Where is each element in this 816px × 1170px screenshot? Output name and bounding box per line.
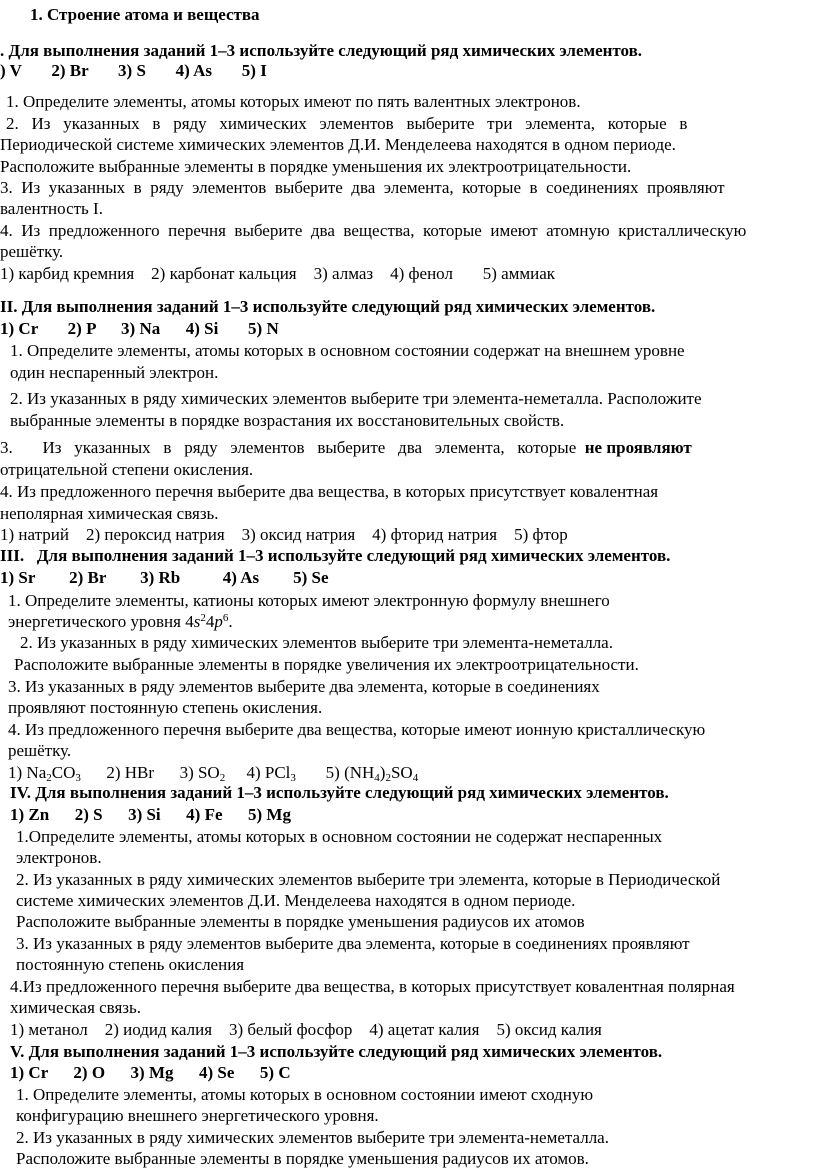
s1-question-2-line-1: 2. Из указанных в ряду химических элементов выберите три элемента, которые в	[6, 114, 688, 133]
s5-question-1-line-2: конфигурацию внешнего энергетического уровня.	[16, 1106, 379, 1125]
s1-question-1: 1. Определите элементы, атомы которых имеют по пять валентных электронов.	[6, 92, 581, 111]
s4-question-1-line-2: электронов.	[16, 848, 102, 867]
s3-opt1-sub-a: 2	[46, 772, 52, 784]
s4-answer-options: 1) метанол 2) иодид калия 3) белый фосфор 4) ацетат калия 5) оксид калия	[10, 1020, 602, 1039]
s1-question-3-line-2: валентность I.	[0, 199, 103, 218]
s4-question-2-line-2: системе химических элементов Д.И. Менделеева находятся в одном периоде.	[16, 891, 576, 910]
s3-q1-sup-1: 2	[200, 612, 206, 624]
s3-opt1-sub-b: 3	[75, 772, 81, 784]
section-5-heading: V. Для выполнения заданий 1–3 используйте следующий ряд химических элементов.	[10, 1042, 663, 1061]
s2-question-4-line-2: неполярная химическая связь.	[0, 504, 219, 523]
s5-question-2-line-1: 2. Из указанных в ряду химических элементов выберите три элемента-неметалла.	[16, 1128, 609, 1147]
s4-question-2-line-1: 2. Из указанных в ряду химических элементов выберите три элемента, которые в Периодической	[16, 870, 721, 889]
s3-question-2-line-2: Расположите выбранные элементы в порядке увеличения их электроотрицательности.	[14, 655, 639, 674]
s3-option-3	[180, 763, 226, 782]
section-2-elements: 1) Cr 2) P 3) Na 4) Si 5) N	[0, 319, 279, 338]
s3-q1-end: .	[228, 612, 233, 631]
s2-question-3-text: 3. Из указанных в ряду элементов выберите два элемента, которые	[0, 438, 577, 457]
s3-opt5-c: SO	[390, 763, 413, 782]
s1-question-4-line-2: решётку.	[0, 242, 64, 261]
s3-opt5-sub-c: 4	[412, 772, 419, 784]
s3-q1-mid: 4	[205, 612, 215, 631]
s4-question-2-line-3: Расположите выбранные элементы в порядке уменьшения радиусов их атомов	[16, 912, 585, 931]
s3-question-1-line-2	[8, 611, 233, 633]
s3-question-3-line-1: 3. Из указанных в ряду элементов выберите два элемента, которые в соединениях	[8, 677, 600, 696]
s3-opt5-a: 5) (NH	[325, 763, 375, 782]
s3-option-2: 2) HBr	[106, 763, 155, 782]
section-1-heading: . Для выполнения заданий 1–3 используйте следующий ряд химических элементов.	[0, 41, 643, 60]
s2-question-2-line-1: 2. Из указанных в ряду химических элементов выберите три элемента-неметалла. Расположите	[10, 389, 702, 408]
s3-answer-options	[8, 762, 418, 784]
s3-question-4-line-1: 4. Из предложенного перечня выберите два вещества, которые имеют ионную кристаллическую	[8, 720, 706, 739]
s3-question-1-line-1: 1. Определите элементы, катионы которых имеют электронную формулу внешнего	[8, 591, 610, 610]
s4-question-3-line-1: 3. Из указанных в ряду элементов выберите два элемента, которые в соединениях проявляют	[16, 934, 690, 953]
s5-question-1-line-1: 1. Определите элементы, атомы которых в основном состоянии имеют сходную	[16, 1085, 594, 1104]
s2-question-3-line-2: отрицательной степени окисления.	[0, 460, 254, 479]
section-4-elements: 1) Zn 2) S 3) Si 4) Fe 5) Mg	[10, 805, 291, 824]
s3-q1-sup-2: 6	[222, 612, 229, 624]
s3-option-5	[326, 763, 419, 782]
s3-opt5-sub-a: 4	[374, 772, 380, 784]
s2-question-3-emphasis: не проявляют	[584, 438, 692, 457]
s3-option-1	[8, 763, 81, 782]
s3-opt4-a: 4) PCl	[246, 763, 291, 782]
section-2-heading: II. Для выполнения заданий 1–3 используйте следующий ряд химических элементов.	[0, 297, 656, 316]
section-3-heading: III. Для выполнения заданий 1–3 используйте следующий ряд химических элементов.	[0, 546, 671, 565]
section-4-heading: IV. Для выполнения заданий 1–3 используйте следующий ряд химических элементов.	[10, 783, 669, 802]
s2-question-2-line-2: выбранные элементы в порядке возрастания их восстановительных свойств.	[10, 411, 565, 430]
s1-question-3-line-1: 3. Из указанных в ряду элементов выберите два элемента, которые в соединениях проявляют	[0, 178, 725, 197]
s3-question-3-line-2: проявляют постоянную степень окисления.	[8, 698, 323, 717]
s2-question-3-line-1	[0, 437, 692, 459]
s3-opt3-sub: 2	[219, 772, 226, 784]
s4-question-4-line-1: 4.Из предложенного перечня выберите два вещества, в которых присутствует ковалентная полярная	[10, 977, 735, 996]
s3-opt5-sub-b: 2	[385, 772, 391, 784]
s1-question-2-line-2: Периодической системе химических элементов Д.И. Менделеева находятся в одном периоде.	[0, 135, 676, 154]
s3-question-4-line-2: решётку.	[8, 741, 72, 760]
s1-question-4-line-1: 4. Из предложенного перечня выберите два вещества, которые имеют атомную кристаллическую	[0, 221, 747, 240]
s3-q1-text: энергетического уровня 4	[8, 612, 194, 631]
s3-opt1-a: 1) Na	[8, 763, 47, 782]
s3-opt5-b: )	[379, 763, 386, 782]
s2-question-4-line-1: 4. Из предложенного перечня выберите два вещества, в которых присутствует ковалентная	[0, 482, 659, 501]
section-3-elements: 1) Sr 2) Br 3) Rb 4) As 5) Se	[0, 568, 329, 587]
section-5-elements: 1) Cr 2) O 3) Mg 4) Se 5) C	[10, 1063, 291, 1082]
s3-opt1-b: CO	[51, 763, 76, 782]
s4-question-4-line-2: химическая связь.	[10, 998, 142, 1017]
s3-option-4	[246, 763, 295, 782]
s4-question-3-line-2: постоянную степень окисления	[16, 955, 245, 974]
s3-opt3-a: 3) SO	[179, 763, 220, 782]
s3-q1-orbital-p: p	[214, 612, 223, 631]
s1-answer-options: 1) карбид кремния 2) карбонат кальция 3) алмаз 4) фенол 5) аммиак	[0, 264, 556, 283]
s4-question-1-line-1: 1.Определите элементы, атомы которых в основном состоянии не содержат неспаренных	[16, 827, 663, 846]
s2-answer-options: 1) натрий 2) пероксид натрия 3) оксид натрия 4) фторид натрия 5) фтор	[0, 525, 568, 544]
s2-question-1-line-1: 1. Определите элементы, атомы которых в основном состоянии содержат на внешнем уровне	[10, 341, 685, 360]
s1-question-2-line-3: Расположите выбранные элементы в порядке уменьшения их электроотрицательности.	[0, 157, 632, 176]
page-title: 1. Строение атома и вещества	[30, 5, 260, 24]
section-1-elements: ) V 2) Br 3) S 4) As 5) I	[0, 61, 267, 80]
s3-question-2-line-1: 2. Из указанных в ряду химических элементов выберите три элемента-неметалла.	[20, 633, 613, 652]
s5-question-2-line-2: Расположите выбранные элементы в порядке уменьшения радиусов их атомов.	[16, 1149, 589, 1168]
s2-question-1-line-2: один неспаренный электрон.	[10, 363, 219, 382]
s3-q1-orbital-s: s	[193, 612, 201, 631]
s3-opt4-sub: 3	[290, 772, 296, 784]
